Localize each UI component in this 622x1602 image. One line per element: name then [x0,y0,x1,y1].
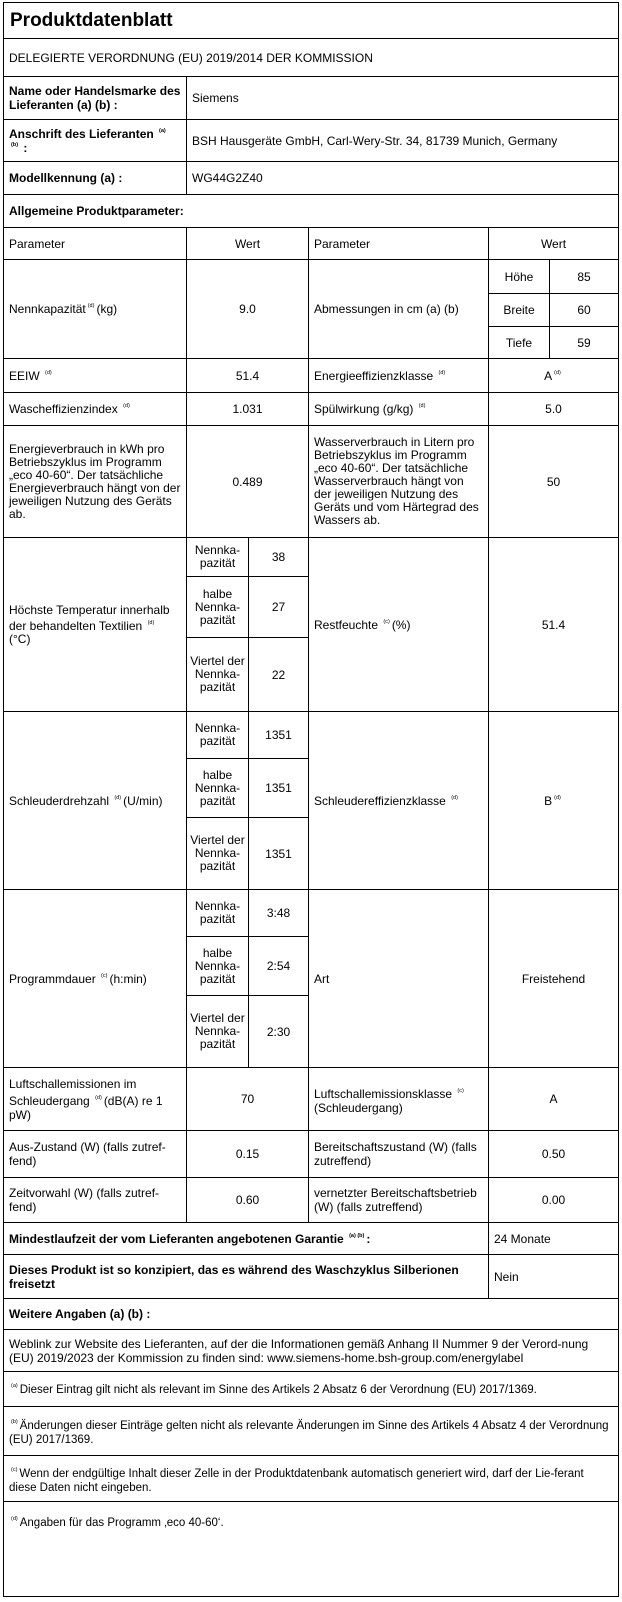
delay-start-value: 0.60 [186,1178,308,1222]
noise-value: 70 [186,1068,308,1130]
regulation-line [4,39,618,77]
program-duration-row [4,890,618,1068]
wash-index-label: Wascheffizienzindex $^{(d)}$ [9,402,130,416]
temp-half-value: 27 [248,577,308,637]
type-label: Art [308,890,488,1067]
noise-class-label: Luftschallemissionsklasse $^{(c)}$ (Schleudergang) [308,1068,488,1130]
energy-consumption-value: 0.489 [186,426,308,537]
standby-value: 0.50 [488,1131,618,1177]
temp-full-value: 38 [248,538,308,576]
supplier-name-row [4,77,618,120]
dimensions-grid [488,260,618,358]
delay-start-row [4,1178,618,1223]
header-param-left: Parameter [9,236,66,251]
duration-full-label: Nennka-pazität [194,899,241,926]
general-params-heading: Allgemeine Produktparameter: [4,195,618,228]
program-duration-label: Programmdauer $^{(c)}$ (h:min) [9,971,147,986]
footnote-d: $^{(d)}$ Angaben für das Programm ‚eco 40-60‘. [11,1515,224,1529]
eeiw-label: EEIW $^{(d)}$ [9,368,52,383]
rinse-value: 5.0 [488,393,618,425]
product-data-sheet [3,2,619,1597]
energy-class-value: A $^{(d)}$ [488,359,618,392]
spin-speed-subgrid [186,712,308,889]
spin-class-label: Schleudereffizienzklasse $^{(d)}$ [308,712,488,889]
footnote-b: $^{(b)}$ Änderungen dieser Einträge gelten nicht als relevante Änderungen im Sinne des Artikels 4 Absatz 4 der Verordnung (EU) 2017/1369. [4,1407,618,1456]
duration-full-value: 3:48 [248,890,308,936]
standby-label: Bereitschaftszustand (W) (falls zutreffend) [308,1131,488,1177]
duration-half-value: 2:54 [248,937,308,995]
water-consumption-value: 50 [488,426,618,537]
capacity-row [4,260,618,359]
height-label: Höhe [504,269,534,284]
silver-ions-row [4,1255,618,1299]
regulation-text: DELEGIERTE VERORDNUNG (EU) 2019/2014 DER KOMMISSION [9,50,373,65]
supplier-name-label: Name oder Handelsmarke des Lieferanten (a) (b) : [9,84,181,112]
header-value-left: Wert [186,228,308,259]
rinse-label: Spülwirkung (g/kg) $^{(d)}$ [308,393,488,425]
weblink-row [4,1330,618,1372]
footnote-c: $^{(c)}$ Wenn der endgültige Inhalt dieser Zelle in der Produktdatenbank automatisch generiert wird, darf der Lie-ferant diese Daten nicht eingeben. [4,1456,618,1502]
height-value: 85 [549,260,618,293]
model-value: WG44G2Z40 [186,162,618,194]
off-mode-label: Aus-Zustand (W) (falls zutref-fend) [9,1140,166,1168]
warranty-value: 24 Monate [488,1223,618,1254]
supplier-address-row [4,120,618,162]
table-header-row [4,228,618,260]
off-mode-value: 0.15 [186,1131,308,1177]
supplier-address-value: BSH Hausgeräte GmbH, Carl-Wery-Str. 34, 81739 Munich, Germany [186,120,618,161]
water-consumption-label: Wasserverbrauch in Litern pro Betriebszyklus im Programm „eco 40-60“. Der tatsächliche Wasserverbrauch hängt von der jeweiligen Nutzung des Geräts und vom Härtegrad des Wassers ab. [308,426,488,537]
energy-class-label: Energieeffizienzklasse $^{(d)}$ [308,359,488,392]
temp-quarter-label: Viertel der Nennka-pazität [190,654,245,694]
further-info-heading: Weitere Angaben (a) (b) : [4,1299,618,1330]
residual-moisture-value: 51.4 [488,538,618,711]
spin-quarter-value: 1351 [248,818,308,889]
footnote-a: $^{(a)}$ Dieser Eintrag gilt nicht als relevant im Sinne des Artikels 2 Absatz 6 der Verordnung (EU) 2017/1369. [4,1372,618,1407]
eeiw-row [4,359,618,393]
spin-half-label: halbe Nennka-pazität [194,767,241,808]
capacity-label: Nennkapazität $^{(d)}$ (kg) [9,302,118,316]
spin-speed-row [4,712,618,890]
noise-row [4,1068,618,1131]
noise-class-value: A [488,1068,618,1130]
max-temperature-row [4,538,618,712]
duration-half-label: halbe Nennka-pazität [194,945,241,986]
warranty-row [4,1223,618,1255]
consumption-row [4,426,618,538]
weblink-text: Weblink zur Website des Lieferanten, auf der die Informationen gemäß Anhang II Nummer 9 der Verord-nung (EU) 2019/2023 der Kommission zu finden sind: www.siemens-home.bsh-group.com/energylabel [9,1336,589,1365]
warranty-label: Mindestlaufzeit der vom Lieferanten angebotenen Garantie $^{(a) (b)}$ : [9,1231,371,1246]
networked-standby-value: 0.00 [488,1178,618,1222]
silver-ions-label: Dieses Produkt ist so konzipiert, das es während des Waschzyklus Silberionen freisetzt [9,1262,459,1291]
temp-full-label: Nennka-pazität [194,543,241,570]
duration-quarter-value: 2:30 [248,996,308,1067]
energy-consumption-label: Energieverbrauch in kWh pro Betriebszyklus im Programm „eco 40-60“. Der tatsächliche Energieverbrauch hängt von der jeweiligen Nutzung des Geräts ab. [9,441,181,521]
spin-quarter-label: Viertel der Nennka-pazität [190,833,245,873]
dimensions-label: Abmessungen in cm (a) (b) [308,260,488,358]
wash-index-row [4,393,618,426]
depth-label: Tiefe [505,335,533,350]
delay-start-label: Zeitvorwahl (W) (falls zutref-fend) [9,1186,160,1214]
spin-full-value: 1351 [248,712,308,758]
supplier-name-value: Siemens [186,77,618,119]
width-value: 60 [549,294,618,326]
spin-class-value: B $^{(d)}$ [488,712,618,889]
header-param-right: Parameter [308,228,488,259]
max-temperature-subgrid [186,538,308,711]
spin-full-label: Nennka-pazität [194,721,241,748]
networked-standby-label: vernetzter Bereitschaftsbetrieb (W) (falls zutreffend) [308,1178,488,1222]
off-mode-row [4,1131,618,1178]
wash-index-value: 1.031 [186,393,308,425]
spin-speed-label: Schleuderdrehzahl $^{(d)}$ (U/min) [9,793,163,808]
temp-quarter-value: 22 [248,638,308,711]
page-title: Produktdatenblatt [4,3,618,39]
spin-half-value: 1351 [248,759,308,817]
temp-half-label: halbe Nennka-pazität [194,586,241,627]
residual-moisture-label: Restfeuchte $^{(c)}$ (%) [308,538,488,711]
header-value-right: Wert [488,228,618,259]
duration-quarter-label: Viertel der Nennka-pazität [190,1011,245,1051]
noise-label: Luftschallemissionen im Schleudergang $^{(d)}$ (dB(A) re 1 pW) [9,1076,163,1122]
eeiw-value: 51.4 [186,359,308,392]
model-label: Modellkennung (a) : [9,171,123,185]
max-temperature-label: Höchste Temperatur innerhalb der behandelten Textilien $^{(d)}$ (°C) [9,602,170,646]
type-value: Freistehend [488,890,618,1067]
model-row [4,162,618,195]
depth-value: 59 [549,327,618,358]
program-duration-subgrid [186,890,308,1067]
capacity-value: 9.0 [186,260,308,358]
supplier-address-label: Anschrift des Lieferanten $^{(a)}$ $^{(b)}$ : [9,126,166,155]
silver-ions-value: Nein [488,1255,618,1298]
width-label: Breite [503,303,535,317]
